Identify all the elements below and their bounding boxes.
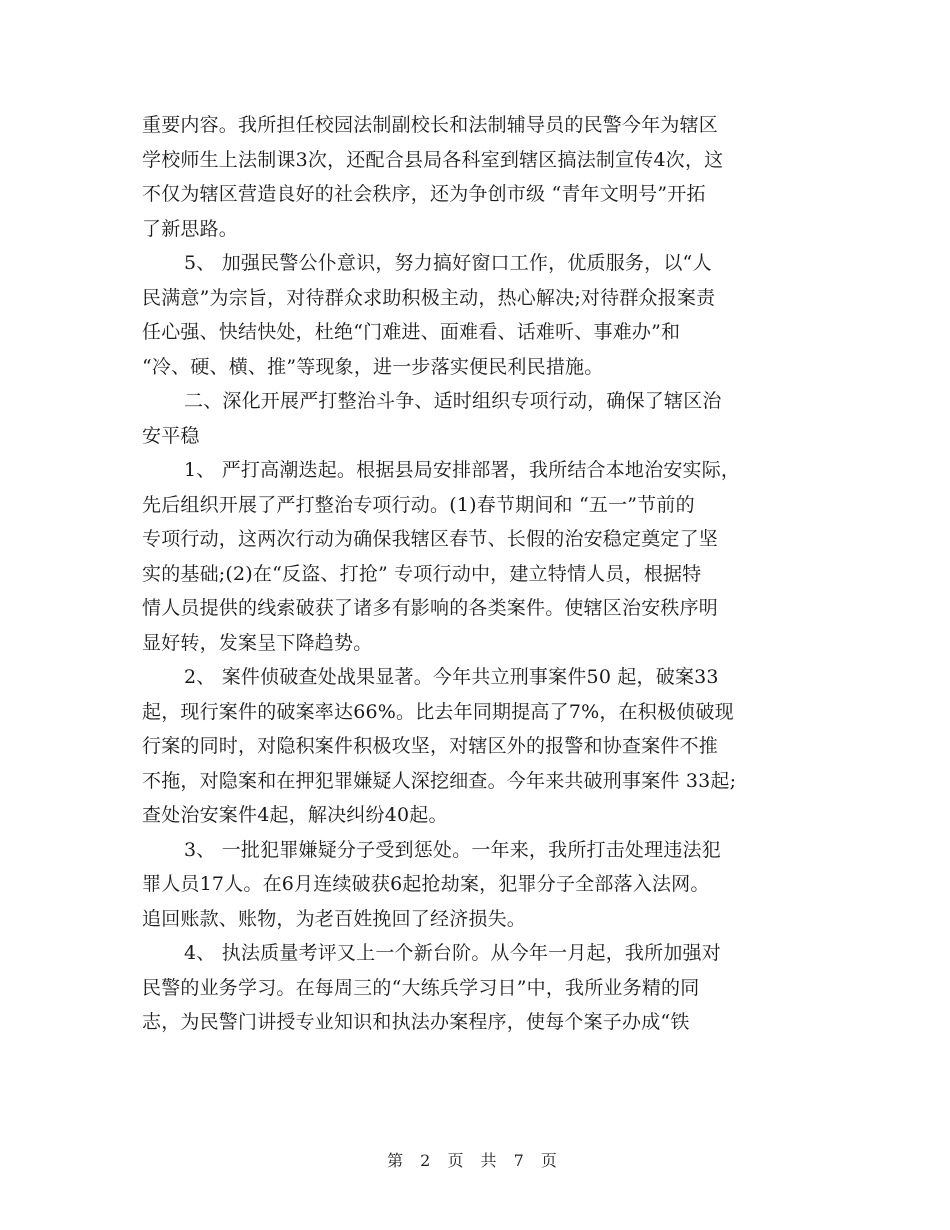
text-line: 了新思路。 [142,217,239,240]
text-line: 民满意”为宗旨，对待群众求助积极主动，热心解决;对待群众报案责 [142,286,716,309]
text-line: 重要内容。我所担任校园法制副校长和法制辅导员的民警今年为辖区 [142,114,719,136]
text-line: 民警的业务学习。在每周三的“大练兵学习日”中，我所业务精的同 [142,976,700,999]
text-line: 志，为民警门讲授专业知识和执法办案程序，使每个案子办成“铁 [142,1011,690,1033]
text-line: 1、 严打高潮迭起。根据县局安排部署，我所结合本地治安实际， [184,459,741,481]
text-line: 不拖，对隐案和在押犯罪嫌疑人深挖细查。今年来共破刑事案件 33起; [142,769,737,792]
text-line: 二、深化开展严打整治斗争、适时组织专项行动，确保了辖区治 [184,390,722,412]
text-line: 情人员提供的线索破获了诸多有影响的各类案件。使辖区治安秩序明 [142,597,719,619]
text-line: 起，现行案件的破案率达66%。比去年同期提高了7%，在积极侦破现 [142,700,734,723]
text-line: 实的基础;(2)在“反盗、打抢” 专项行动中，建立特情人员，根据特 [142,562,702,585]
text-line: 安平稳 [142,424,200,447]
text-line: 显好转，发案呈下降趋势。 [142,631,373,654]
text-line: 3、 一批犯罪嫌疑分子受到惩处。一年来，我所打击处理违法犯 [184,838,721,861]
text-line: 任心强、快结快处，杜绝“门难进、面难看、话难听、事难办”和 [142,321,681,343]
text-line: 4、 执法质量考评又上一个新台阶。从今年一月起，我所加强对 [184,942,721,964]
page-footer: 第 2 页 共 7 页 [387,1151,563,1170]
text-line: 查处治安案件4起，解决纠纷40起。 [142,804,448,826]
text-line: 5、 加强民警公仆意识，努力搞好窗口工作，优质服务，以“人 [184,252,712,274]
text-line: 罪人员17人。在6月连续破获6起抢劫案，犯罪分子全部落入法网。 [142,873,710,895]
text-line: 专项行动，这两次行动为确保我辖区春节、长假的治安稳定奠定了坚 [142,528,719,550]
text-line: 行案的同时，对隐积案件积极攻坚，对辖区外的报警和协查案件不推 [142,735,719,757]
document-body [142,108,822,1040]
text-line: 追回账款、账物，为老百姓挽回了经济损失。 [142,907,527,930]
text-line: 先后组织开展了严打整治专项行动。(1)春节期间和 “五一”节前的 [142,493,695,516]
text-line: 不仅为辖区营造良好的社会秩序，还为争创市级 “青年文明号”开拓 [142,183,706,205]
text-line: 学校师生上法制课3次，还配合县局各科室到辖区搞法制宣传4次，这 [142,148,724,171]
text-line: 2、 案件侦破查处战果显著。今年共立刑事案件50 起，破案33 [184,666,719,688]
text-line: “冷、硬、横、推”等现象，进一步落实便民利民措施。 [142,355,604,378]
